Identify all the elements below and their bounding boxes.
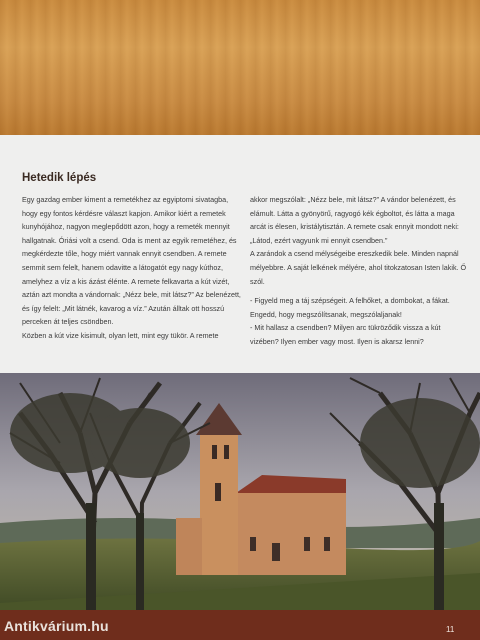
- right-paragraph-3: - Figyeld meg a táj szépségeit. A felhőket, a dombokat, a fákat. Engedd, hogy megszólítsanak, megszólaljanak!: [250, 296, 450, 319]
- left-paragraph-2: Közben a kút vize kisimult, olyan lett, mint egy tükör. A remete: [22, 330, 219, 340]
- left-column: [22, 193, 242, 343]
- watermark: Antikvárium.hu: [4, 618, 109, 634]
- wood-texture-banner: [0, 0, 480, 135]
- right-paragraph-1: akkor megszólalt: „Nézz bele, mit látsz?” A vándor belenézett, és elámult. Látta a gyönyörű, ragyogó kék égboltot, és látta a maga arcát is élesen, kristálytisztán. A remete csak ennyit mondott neki: „Látod, ezért vagyunk mi ennyit csendben.”: [250, 195, 459, 245]
- landscape-illustration: [0, 373, 480, 610]
- left-paragraph-1: Egy gazdag ember kiment a remetékhez az egyiptomi sivatagba, hogy egy fontos kérdésre választ kapjon. Amikor kiért a remetek kunyhójához, nagyon meglepődött azon, hogy a remeték mennyit hallgatnak. Óriási volt a csend. Oda is ment az egyik remetéhez, és megkérdezte tőle, hogy miért vannak ennyit csendben. A remete semmit sem felelt, hanem odavitte a látogatót egy nagy kúthoz, amelyhez a víz a kis ázást élénte. A remete felkavarta a kút vizét, aztán azt mondta a vándornak: „Nézz bele, mit látsz?” Az belenézett, és így felelt: „Mit látnék, kavarog a víz.” Azután álltak ott hosszú perceken át teljes csöndben.: [22, 195, 241, 327]
- page-number: 11: [446, 625, 455, 634]
- section-heading: Hetedik lépés: [22, 172, 97, 184]
- right-paragraph-4: - Mit hallasz a csendben? Milyen arc tükröződik vissza a kút vizében? Ilyen ember vagy most. Ilyen is akarsz lenni?: [250, 323, 441, 346]
- church-landscape-photo: [0, 373, 480, 610]
- right-paragraph-2: A zarándok a csend mélységeibe ereszkedik bele. Minden napnál mélyebbre. A saját lelkének mélyére, ahol titokzatosan Isten lakik. Ő szól.: [250, 249, 467, 286]
- right-column: [250, 193, 470, 349]
